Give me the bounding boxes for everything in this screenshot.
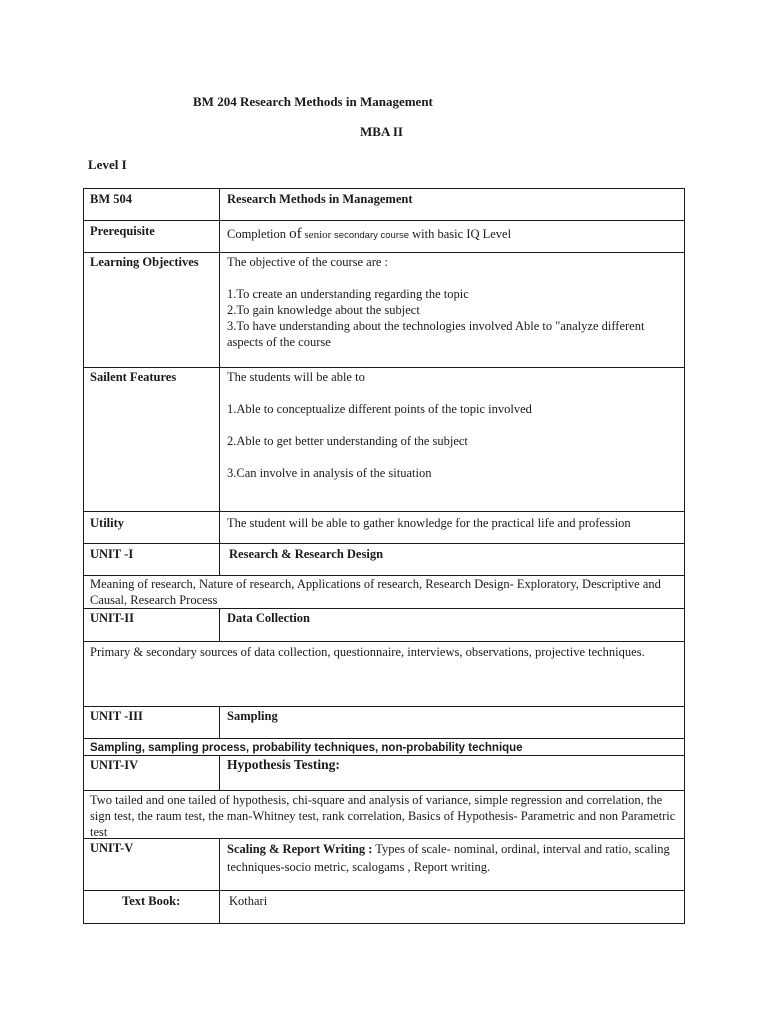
learning-objective-item: 1.To create an understanding regarding the topic: [227, 287, 469, 301]
unit-label: UNIT-II: [90, 611, 135, 625]
row-unit-3-content: [83, 738, 685, 756]
level-title: Level I: [88, 157, 127, 172]
unit-label: UNIT-V: [90, 841, 134, 855]
program-title: MBA II: [360, 124, 403, 139]
row-prerequisite: [83, 220, 685, 253]
row-text-book: [83, 890, 685, 924]
unit-label: UNIT -III: [90, 709, 143, 723]
row-unit-1-header: [83, 543, 685, 576]
salient-feature-item: 1.Able to conceptualize different points of the topic involved: [227, 402, 532, 416]
row-learning-objectives: [83, 252, 685, 368]
learning-objective-item: 2.To gain knowledge about the subject: [227, 303, 420, 317]
text-book-value: Kothari: [229, 894, 268, 908]
row-course-code: [83, 188, 685, 221]
learning-objectives-content: [227, 254, 677, 350]
salient-feature-item: 2.Able to get better understanding of the subject: [227, 434, 468, 448]
unit-content: Two tailed and one tailed of hypothesis, chi-square and analysis of variance, simple regression and correlation, the sign test, the raum test, the man-Whitney test, rank correlation, Basics of Hypothesis- Parametric and non Parametric test: [90, 793, 676, 839]
row-unit-4-content: [83, 790, 685, 839]
learning-objectives-label: Learning Objectives: [90, 255, 199, 269]
unit-content: Sampling, sampling process, probability techniques, non-probability technique: [90, 742, 523, 754]
row-unit-3-header: [83, 706, 685, 739]
row-unit-2-content: [83, 641, 685, 707]
salient-feature-item: 3.Can involve in analysis of the situation: [227, 466, 432, 480]
row-unit-1-content: [83, 575, 685, 609]
course-code-label: BM 504: [90, 192, 133, 206]
prerequisite-value: Completion of senior secondary course with basic IQ Level: [227, 226, 512, 242]
learning-objective-item: 3.To have understanding about the technologies involved Able to "analyze different aspects of the course: [227, 319, 645, 349]
row-utility: [83, 511, 685, 544]
unit-content: Meaning of research, Nature of research, Applications of research, Research Design- Exploratory, Descriptive and Causal, Research Process: [90, 577, 661, 607]
unit-label: UNIT -I: [90, 547, 134, 561]
course-title: BM 204 Research Methods in Management: [193, 94, 433, 109]
salient-features-label: Sailent Features: [90, 370, 177, 384]
row-unit-5: [83, 838, 685, 891]
unit-title: Research & Research Design: [229, 547, 384, 561]
unit-title: Data Collection: [227, 611, 310, 625]
row-unit-4-header: [83, 755, 685, 791]
course-code-value: Research Methods in Management: [227, 192, 413, 206]
prerequisite-label: Prerequisite: [90, 224, 155, 238]
unit-5-content: [227, 840, 682, 876]
row-unit-2-header: [83, 608, 685, 642]
row-salient-features: [83, 367, 685, 512]
utility-value: The student will be able to gather knowledge for the practical life and profession: [227, 516, 631, 530]
text-book-label: Text Book:: [122, 894, 181, 908]
unit-title: Hypothesis Testing:: [227, 757, 340, 772]
unit-content: Types of scale- nominal, ordinal, interval and ratio, scaling techniques-socio metric, scalogams , Report writing.: [227, 842, 670, 874]
unit-content: Primary & secondary sources of data collection, questionnaire, interviews, observations, projective techniques.: [90, 645, 645, 659]
unit-title: Scaling & Report Writing :: [227, 842, 373, 856]
unit-title: Sampling: [227, 709, 278, 723]
learning-objectives-intro: The objective of the course are :: [227, 255, 389, 269]
unit-label: UNIT-IV: [90, 758, 139, 772]
salient-features-intro: The students will be able to: [227, 370, 365, 384]
salient-features-content: [227, 369, 677, 481]
utility-label: Utility: [90, 516, 125, 530]
